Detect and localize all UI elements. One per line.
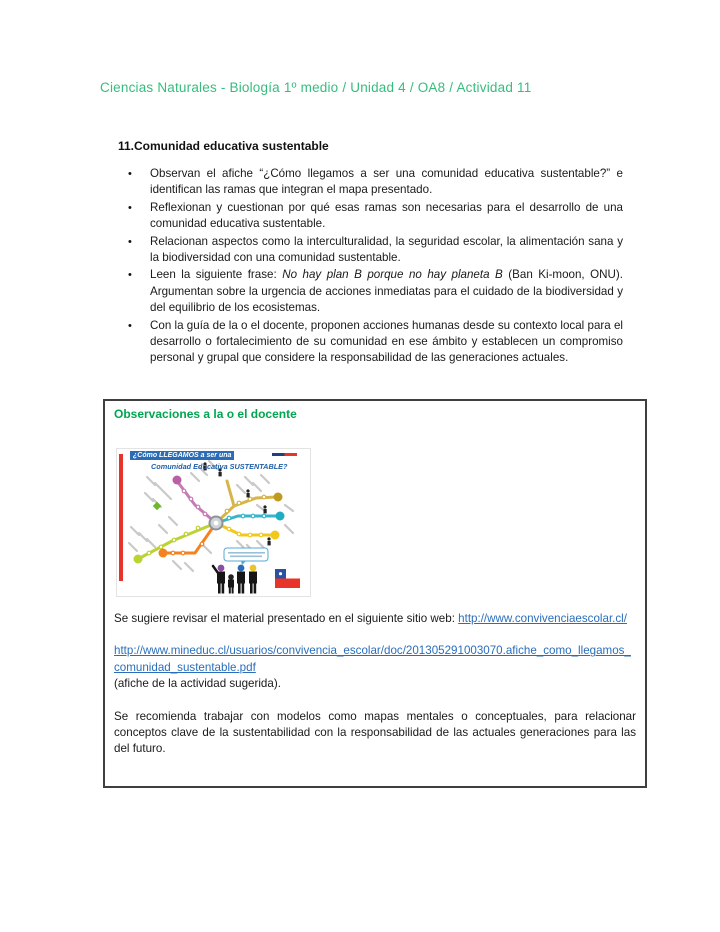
speech-bubble (224, 548, 268, 565)
poster-title-line2: Comunidad Educativa SUSTENTABLE? (151, 462, 288, 471)
terminal-orange (159, 549, 168, 558)
terminal-lime (134, 555, 143, 564)
metro-map-poster (116, 448, 311, 597)
bullet-item (127, 234, 623, 267)
bullet-text: Leen la siguiente frase: (150, 268, 283, 282)
teacher-observations-box (103, 399, 647, 788)
central-hub-core (214, 521, 219, 526)
terminal-yellow (271, 531, 280, 540)
afiche-link-paragraph (114, 643, 636, 676)
suggestion-paragraph (114, 611, 636, 627)
mineduc-afiche-link[interactable]: http://www.mineduc.cl/usuarios/convivencia_escolar/doc/201305291003070.afiche_como_llegamos_comunidad_sustentable.pdf (114, 644, 631, 674)
observations-title: Observaciones a la o el docente (114, 407, 297, 421)
poster-title-line1: ¿Cómo LLEGAMOS a ser una (130, 451, 234, 460)
poster-red-bar (119, 454, 123, 581)
activity-bullet-list (127, 166, 623, 368)
terminal-magenta (173, 476, 182, 485)
people-silhouettes (213, 565, 257, 594)
bullet-text: Con la guía de la o el docente, proponen acciones humanas desde su contexto local para el desarrollo o fortalecimiento de su comunidad en ese ámbito y establecen un compromiso personal y grupal que considere la responsabilidad de las generaciones actuales. (150, 318, 623, 365)
bullet-text: Reflexionan y cuestionan por qué esas ramas son necesarias para el desarrollo de una comunidad educativa sustentable. (150, 200, 623, 231)
bullet-item (127, 166, 623, 199)
chile-flag (275, 569, 300, 588)
recommendation-paragraph: Se recomienda trabajar con modelos como mapas mentales o conceptuales, para relacionar conceptos clave de la sustentabilidad con la responsabilidad de las actuales generaciones para las del futuro. (114, 709, 636, 756)
breadcrumb: Ciencias Naturales - Biología 1º medio / Unidad 4 / OA8 / Actividad 11 (100, 80, 532, 95)
bullet-item (127, 200, 623, 233)
terminal-cyan (276, 512, 285, 521)
green-diamond-icon (153, 502, 161, 510)
bullet-item (127, 267, 623, 316)
activity-heading: 11.Comunidad educativa sustentable (118, 139, 329, 153)
metro-line-yellow (216, 523, 274, 535)
bullet-text: Relacionan aspectos como la interculturalidad, la seguridad escolar, la alimentación sana y la biodiversidad con una comunidad sustentable. (150, 234, 623, 265)
quoted-phrase: No hay plan B porque no hay planeta B (282, 268, 503, 282)
metro-line-magenta (177, 481, 216, 523)
metro-line-gold-branch (227, 481, 234, 506)
terminal-gold (274, 493, 283, 502)
bullet-item (127, 318, 623, 367)
metro-map-graphic (117, 449, 310, 596)
bullet-text: Observan el afiche “¿Cómo llegamos a ser una comunidad educativa sustentable?” e identifican las ramas que integran el mapa presentado. (150, 167, 623, 197)
metro-line-cyan (216, 516, 279, 523)
afiche-caption: (afiche de la actividad sugerida). (114, 677, 281, 691)
convivenciaescolar-link[interactable]: http://www.convivenciaescolar.cl/ (458, 612, 627, 625)
bullet-text: (Ban Ki-moon, ONU). Argumentan sobre la urgencia de acciones inmediatas para el cuidado de la biodiversidad y del equilibrio de los ecosistemas. (150, 268, 623, 315)
suggestion-text: Se sugiere revisar el material presentado en el siguiente sitio web: (114, 612, 455, 625)
ministry-logo-bar (272, 453, 297, 456)
